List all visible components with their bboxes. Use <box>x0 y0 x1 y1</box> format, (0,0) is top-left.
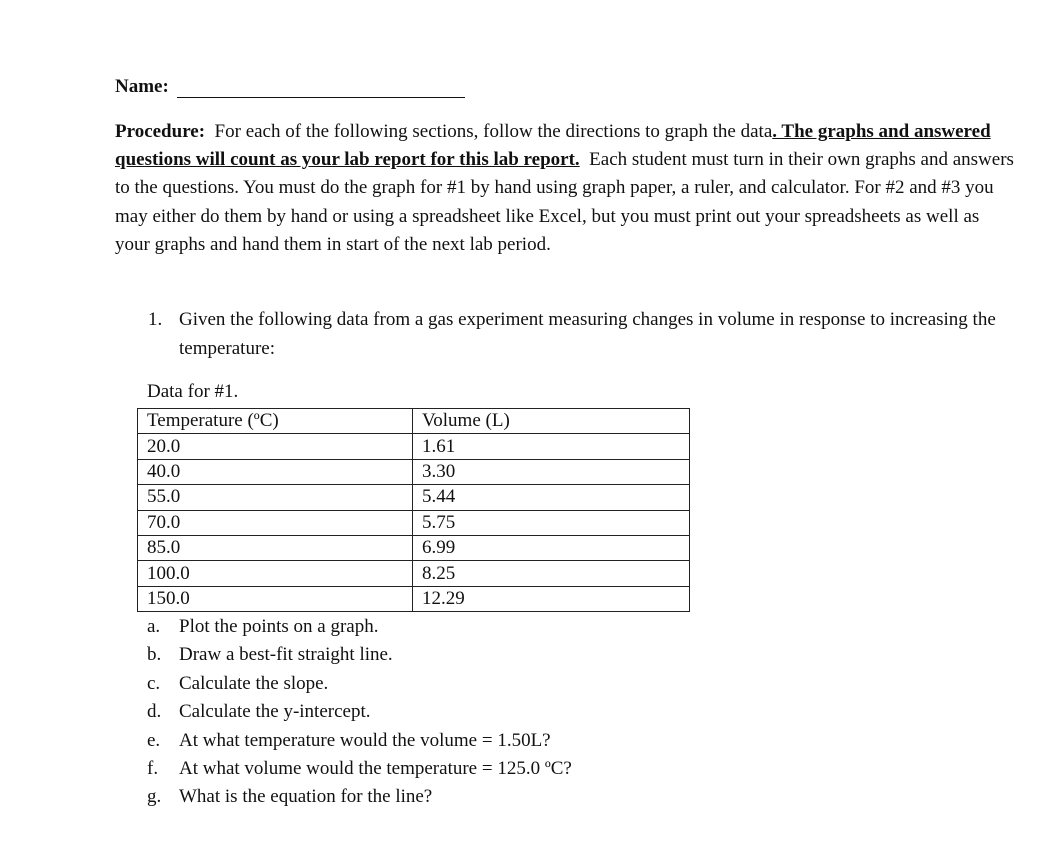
table-cell-volume: 12.29 <box>413 586 690 611</box>
list-item <box>147 698 572 726</box>
name-blank-line[interactable] <box>177 79 465 98</box>
table-header-temperature: Temperature (ºC) <box>138 409 413 434</box>
procedure-emphasis: . The graphs and answered questions will count as your lab report for this lab report. <box>115 121 991 171</box>
sub-question-text: Calculate the slope. <box>179 672 329 694</box>
table-cell-temperature: 55.0 <box>138 485 413 510</box>
sub-question-letter: a. <box>147 616 161 637</box>
question-1-number: 1. <box>148 309 163 330</box>
table-cell-volume: 8.25 <box>413 561 690 586</box>
sub-question-text: What is the equation for the line? <box>179 786 433 808</box>
sub-question-text: At what volume would the temperature = 125.0 ºC? <box>179 758 572 780</box>
table-row <box>138 434 690 459</box>
procedure-text-1: For each of the following sections, follow the directions to graph the data <box>214 121 773 142</box>
sub-question-text: At what temperature would the volume = 1.50L? <box>179 729 551 751</box>
table-row <box>138 535 690 560</box>
procedure-paragraph <box>115 118 1015 259</box>
table-cell-volume: 5.44 <box>413 485 690 510</box>
list-item <box>147 670 572 698</box>
sub-question-text: Plot the points on a graph. <box>179 616 379 637</box>
sub-question-text: Calculate the y-intercept. <box>179 701 371 723</box>
table-cell-temperature: 20.0 <box>138 434 413 459</box>
table-row <box>138 586 690 611</box>
name-label: Name: <box>115 76 169 97</box>
table-header-volume: Volume (L) <box>413 409 690 434</box>
sub-question-list <box>147 613 572 812</box>
sub-question-letter: d. <box>147 701 162 723</box>
sub-question-letter: f. <box>147 758 159 780</box>
table-row <box>138 510 690 535</box>
table-cell-volume: 1.61 <box>413 434 690 459</box>
list-item <box>147 641 572 669</box>
table-cell-temperature: 85.0 <box>138 535 413 560</box>
data-caption: Data for #1. <box>147 381 239 402</box>
table-cell-volume: 3.30 <box>413 459 690 484</box>
table-cell-volume: 6.99 <box>413 535 690 560</box>
question-1-text: Given the following data from a gas experiment measuring changes in volume in response to increasing the temperature: <box>179 309 996 359</box>
table-cell-temperature: 150.0 <box>138 586 413 611</box>
table-row <box>138 485 690 510</box>
name-field <box>115 76 465 98</box>
table-cell-temperature: 100.0 <box>138 561 413 586</box>
sub-question-letter: c. <box>147 672 161 694</box>
question-1 <box>148 306 1008 363</box>
sub-question-letter: b. <box>147 644 162 666</box>
data-table <box>137 408 690 612</box>
list-item <box>147 727 572 755</box>
sub-question-text: Draw a best-fit straight line. <box>179 644 393 666</box>
table-row <box>138 561 690 586</box>
sub-question-letter: g. <box>147 786 162 808</box>
procedure-label: Procedure: <box>115 121 206 142</box>
sub-question-letter: e. <box>147 729 161 751</box>
procedure-text-2: Each student must turn in their own graphs and answers to the questions. You must do the graph for #1 by hand using graph paper, a ruler, and calculator. For #2 and #3 you may either do them by hand or using a spreadsheet like Excel, but you must print out your spreadsheets as well as your graphs and hand them in start of the next lab period. <box>115 149 1014 255</box>
table-header-row <box>138 409 690 434</box>
table-row <box>138 459 690 484</box>
list-item <box>147 613 572 641</box>
table-cell-temperature: 70.0 <box>138 510 413 535</box>
table-cell-volume: 5.75 <box>413 510 690 535</box>
list-item <box>147 755 572 783</box>
list-item <box>147 783 572 811</box>
table-cell-temperature: 40.0 <box>138 459 413 484</box>
